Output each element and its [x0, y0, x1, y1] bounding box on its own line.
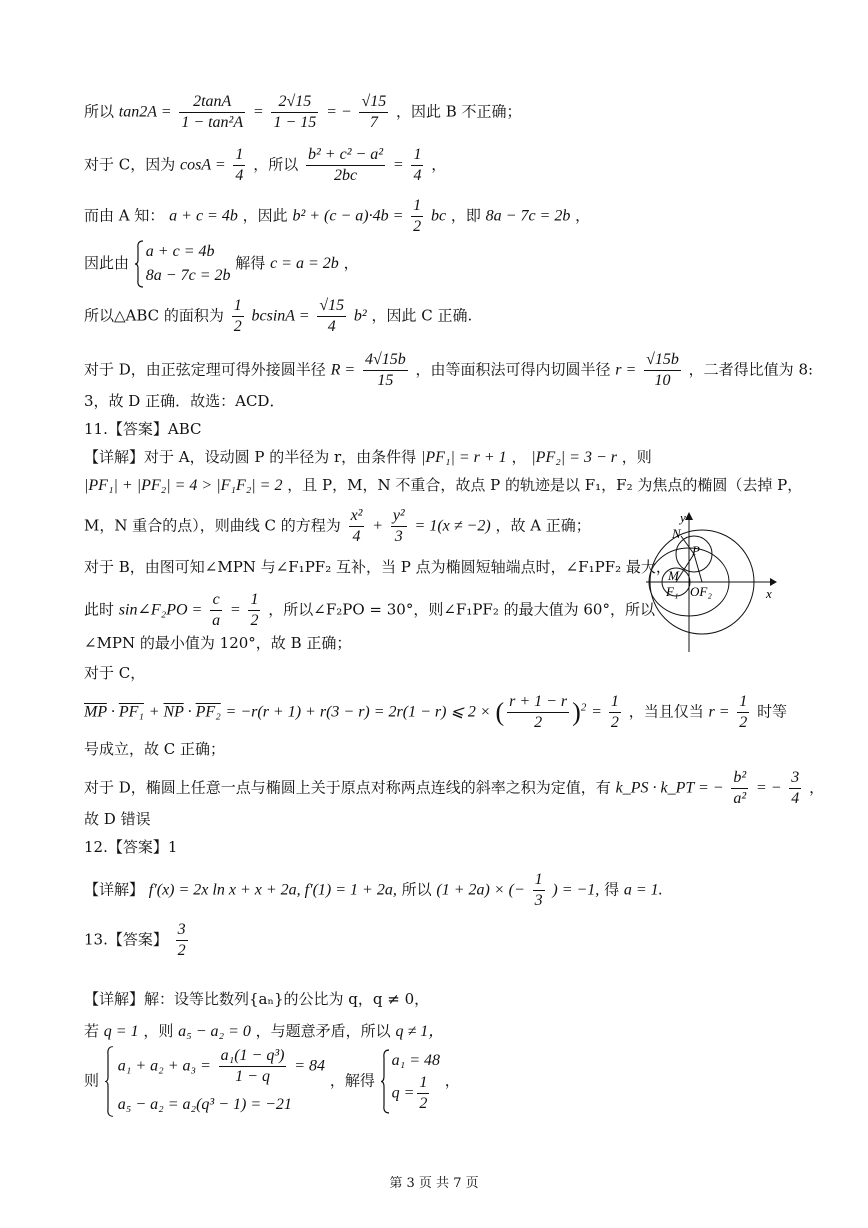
line-answer-d: 3，故 D 正确．故选：ACD．	[84, 392, 285, 410]
segment-f2p	[694, 554, 702, 582]
y-axis-arrow	[685, 512, 693, 520]
line-cosa: 对于 C，因为 cosA = $\frac{1}{4}$ ，所以 $\frac{\text{b² + c² − a²}}{2bc}$ = $\frac{1}{4}$ ，	[84, 146, 447, 184]
line-system: 因此由 a + c = 4b 8a − 7c = 2b 解得 c = a = 2b ，	[84, 240, 359, 288]
line-ellipse-eq: M，N 重合的点），则曲线 C 的方程为 $\frac{\text{x²}}{4}$ + $\frac{\text{y²}}{3}$ = 1(x ≠ −2) ，故 A 正确；	[84, 507, 591, 545]
label-m: M	[668, 568, 679, 583]
line-from-a: 而由 A 知： a + c = 4b ，因此 b² + (c − a)·4b = $\frac{1}{2}$ bc ，即 8a − 7c = 2b ，	[84, 197, 591, 235]
line-area: 所以△ABC 的面积为 $\frac{1}{2}$ bcsinA = $\frac{√15}{4}$ b² ，因此 C 正确.	[84, 297, 473, 335]
line-q13-case: 若 q = 1 ，则 a₅ − a₂ = 0 ，与题意矛盾，所以 q ≠ 1，	[84, 1022, 445, 1040]
line-tan2a: 所以 tan2A = $\frac{2\tan A}{\text{1 − tan²A}}$ = $\frac{2√15}{1 - 15}$ = − $\frac{√15}{7}$ ，因此 B 不正确；	[84, 93, 522, 131]
line-d-wrong: 故 D 错误	[84, 810, 151, 828]
label-x: x	[766, 586, 772, 601]
label-n: N	[672, 526, 681, 541]
line-radius: 对于 D，由正弦定理可得外接圆半径 R = $\frac{4√15b}{15}$ ，由等面积法可得内切圆半径 r = $\frac{√15b}{10}$ ，二者得比值为 8:	[84, 351, 814, 389]
line-sin: 此时 sin∠F₂PO = $\frac{c}{a}$ = $\frac{1}{2}$ ，所以∠F₂PO = 30°，则∠F₁PF₂ 的最大值为 60°，所以	[84, 591, 655, 629]
ellipse-circles-figure	[644, 506, 794, 656]
line-min-mpn: ∠MPN 的最小值为 120°，故 B 正确；	[84, 634, 352, 652]
question-11-answer: 11.【答案】ABC	[84, 420, 202, 438]
label-y: y	[680, 510, 686, 525]
label-f1: F₁	[666, 584, 679, 599]
line-vector-expr: $\overline{MP} \cdot PF_1 + \overline{NP} \cdot PF_2 = -r(r + 1) + r(3 - r) = 2r(1 - r)$ ⩽ 2 × ( $\frac{r + 1 - r}{2}$ )$^2$ = $\frac{1}{2}$ ，当且仅当 r = $\frac{1}{2}$ 时等	[84, 693, 788, 731]
label-p: P	[692, 543, 700, 558]
page-footer: 第 3 页 共 7 页	[389, 1176, 479, 1191]
question-12-answer: 12.【答案】1	[84, 838, 178, 856]
line-q13-detail: 【详解】解：设等比数列{aₙ}的公比为 q，q ≠ 0，	[84, 990, 430, 1008]
label-of2: OF₂	[690, 584, 712, 599]
x-axis-arrow	[770, 578, 777, 586]
line-ellipse-def: |PF₁| + |PF₂| = 4 > |F₁F₂| = 2 ，且 P，M，N 不重合，故点 P 的轨迹是以 F₁，F₂ 为焦点的椭圆（去掉 P，	[84, 476, 803, 494]
line-option-c: 对于 C，	[84, 664, 146, 682]
question-13-answer: 13.【答案】 $\frac{3}{2}$	[84, 921, 186, 959]
line-option-b: 对于 B，由图可知∠MPN 与∠F₁PF₂ 互补，当 P 点为椭圆短轴端点时，∠F₁PF₂ 最大，	[84, 558, 671, 576]
line-q13-system: 则 a₁ + a₂ + a₃ = $\frac{\text{a₁(1 − q³)}}{1 - q}$ = 84 a₅ − a₂ = a₂(q³ − 1) = −21 ，解得 a₁ = 48 q = $\frac{1}{2}$ ，	[84, 1046, 460, 1117]
line-option-d: 对于 D，椭圆上任意一点与椭圆上关于原点对称两点连线的斜率之积为定值，有 k_PS · k_PT = − $\frac{\text{b²}}{\text{a²}}$ = − $\frac{3}{4}$ ，	[84, 769, 825, 807]
line-q12-detail: 【详解】 f′(x) = 2x ln x + x + 2a, f′(1) = 1 + 2a, 所以 (1 + 2a) × (− $\frac{1}{3}$ ) = −1, 得 a = 1.	[84, 871, 663, 909]
line-detail-a: 【详解】对于 A，设动圆 P 的半径为 r，由条件得 |PF₁| = r + 1 ， |PF₂| = 3 − r ，则	[84, 448, 652, 466]
line-equality: 号成立，故 C 正确；	[84, 740, 226, 758]
